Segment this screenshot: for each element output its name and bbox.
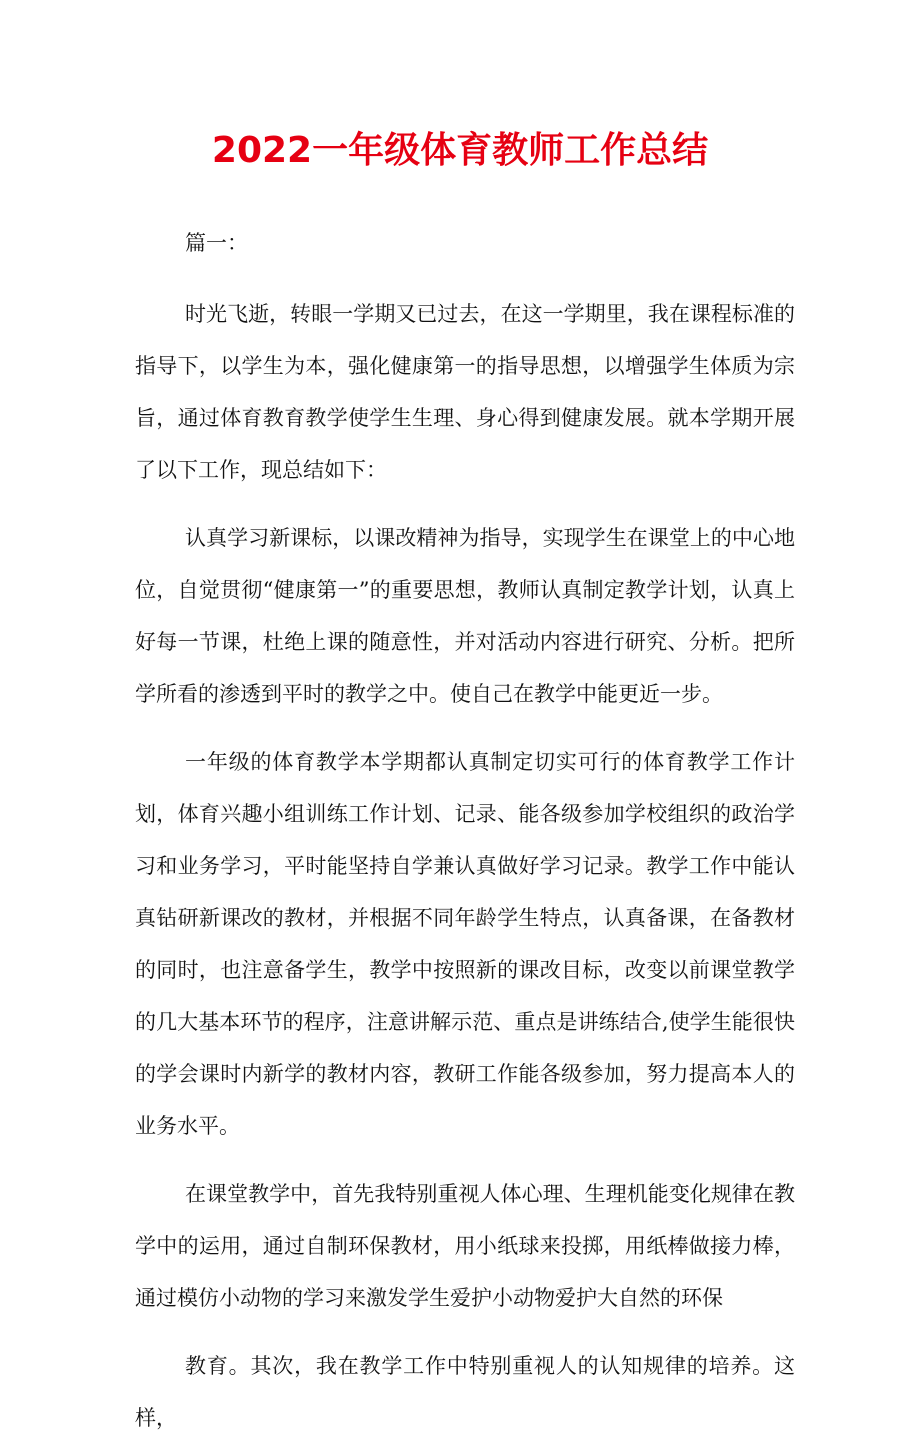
document-body	[135, 228, 795, 1444]
section-label: 篇一：	[185, 231, 248, 255]
paragraph-teaching-plan: 一年级的体育教学本学期都认真制定切实可行的体育教学工作计划，体育兴趣小组训练工作计划、记录、能各级参加学校组织的政治学习和业务学习，平时能坚持自学兼认真做好学习记录。教学工作中能认真钻研新课改的教材，并根据不同年龄学生特点，认真备课，在备教材的同时，也注意备学生，教学中按照新的课改目标，改变以前课堂教学的几大基本环节的程序，注意讲解示范、重点是讲练结合,使学生能很快的学会课时内新学的教材内容，教研工作能各级参加，努力提高本人的业务水平。	[135, 750, 795, 1138]
document-title: 2022一年级体育教师工作总结	[211, 130, 709, 171]
paragraph-new-curriculum: 认真学习新课标，以课改精神为指导，实现学生在课堂上的中心地位，自觉贯彻“健康第一”的重要思想，教师认真制定教学计划，认真上好每一节课，杜绝上课的随意性，并对活动内容进行研究、分析。把所学所看的渗透到平时的教学之中。使自己在教学中能更近一步。	[135, 526, 795, 706]
paragraph-intro: 时光飞逝，转眼一学期又已过去，在这一学期里，我在课程标准的指导下，以学生为本，强化健康第一的指导思想，以增强学生体质为宗旨，通过体育教育教学使学生生理、身心得到健康发展。就本学期开展了以下工作，现总结如下：	[135, 302, 795, 482]
paragraph-continuation: 教育。其次，我在教学工作中特别重视人的认知规律的培养。这样，	[135, 1354, 795, 1430]
paragraph-classroom-teaching: 在课堂教学中，首先我特别重视人体心理、生理机能变化规律在教学中的运用，通过自制环保教材，用小纸球来投掷，用纸棒做接力棒，通过模仿小动物的学习来激发学生爱护小动物爱护大自然的环保	[135, 1182, 795, 1310]
